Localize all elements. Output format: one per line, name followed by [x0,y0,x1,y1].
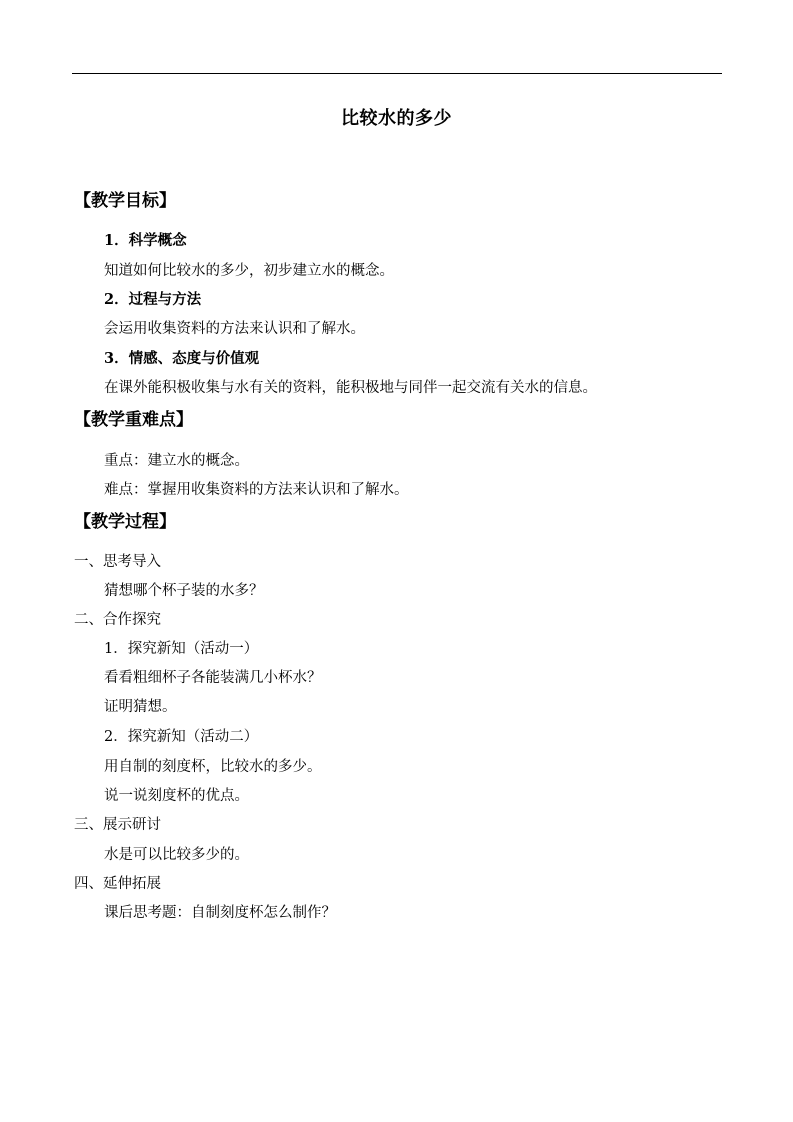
process-step-3-label: 三、展示研讨 [74,817,161,833]
process-step-4-label: 四、延伸拓展 [74,876,161,892]
process-step-3-line-1: 水是可以比较多少的。 [104,847,249,863]
goal-label-2: 2．过程与方法 [104,291,202,308]
process-step-2-label: 二、合作探究 [74,612,161,628]
goal-text-3: 在课外能积极收集与水有关的资料，能积极地与同伴一起交流有关水的信息。 [104,380,597,396]
process-step-1-label: 一、思考导入 [74,554,161,570]
key-point-difficulty: 难点：掌握用收集资料的方法来认识和了解水。 [104,482,409,498]
section-heading-goals: 【教学目标】 [74,191,176,211]
goal-text-1: 知道如何比较水的多少，初步建立水的概念。 [104,263,394,279]
key-point-focus: 重点：建立水的概念。 [104,453,249,469]
process-step-2-line-5: 用自制的刻度杯，比较水的多少。 [104,759,322,775]
section-heading-key-points: 【教学重难点】 [74,410,193,430]
process-step-2-line-1: 1．探究新知（活动一） [104,641,259,657]
process-step-2-line-2: 看看粗细杯子各能装满几小杯水？ [104,670,322,686]
goal-label-1: 1．科学概念 [104,232,187,249]
process-step-4-line-1: 课后思考题：自制刻度杯怎么制作？ [104,905,336,921]
process-step-2-line-6: 说一说刻度杯的优点。 [104,788,249,804]
process-step-2-line-3: 证明猜想。 [104,699,177,715]
document-title: 比较水的多少 [341,108,452,129]
process-step-2-line-4: 2．探究新知（活动二） [104,729,259,745]
section-heading-process: 【教学过程】 [74,512,176,532]
goal-label-3: 3．情感、态度与价值观 [104,350,260,367]
process-step-1-line-1: 猜想哪个杯子装的水多？ [104,583,264,599]
goal-text-2: 会运用收集资料的方法来认识和了解水。 [104,321,365,337]
header-rule [72,73,722,74]
